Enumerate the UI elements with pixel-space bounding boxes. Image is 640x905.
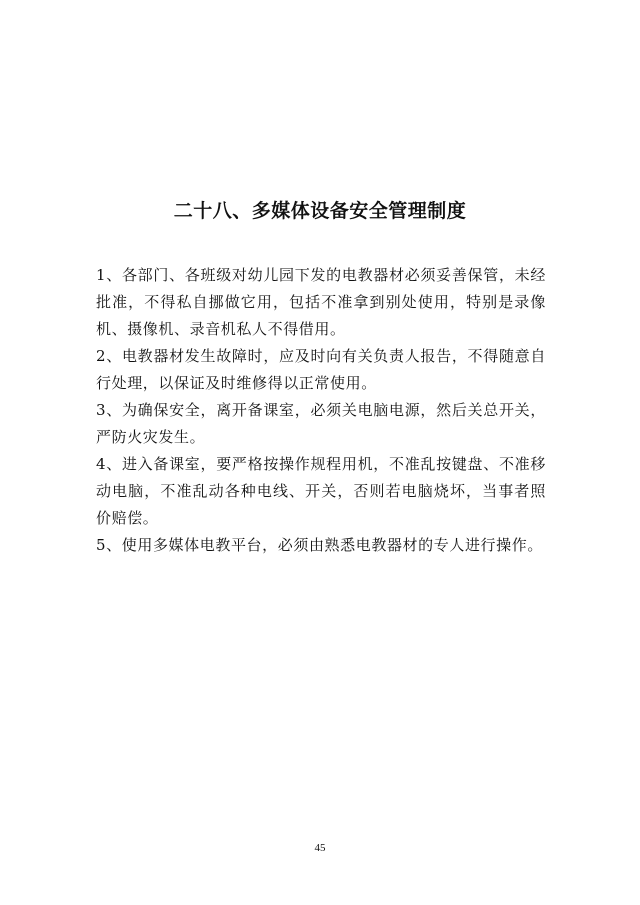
regulation-body (96, 262, 546, 559)
document-title: 二十八、多媒体设备安全管理制度 (173, 200, 467, 222)
regulation-item-3: 3、为确保安全，离开备课室，必须关电脑电源，然后关总开关，严防火灾发生。 (96, 401, 546, 446)
regulation-item-2: 2、电教器材发生故障时，应及时向有关负责人报告，不得随意自行处理，以保证及时维修得以正常使用。 (96, 347, 546, 392)
regulation-item-4: 4、进入备课室，要严格按操作规程用机，不准乱按键盘、不准移动电脑，不准乱动各种电线、开关，否则若电脑烧坏，当事者照价赔偿。 (96, 455, 546, 527)
regulation-item-1: 1、各部门、各班级对幼儿园下发的电教器材必须妥善保管，未经批准，不得私自挪做它用，包括不准拿到别处使用，特别是录像机、摄像机、录音机私人不得借用。 (96, 266, 546, 338)
page-number: 45 (314, 842, 326, 854)
regulation-item-5: 5、使用多媒体电教平台，必须由熟悉电教器材的专人进行操作。 (96, 536, 543, 554)
